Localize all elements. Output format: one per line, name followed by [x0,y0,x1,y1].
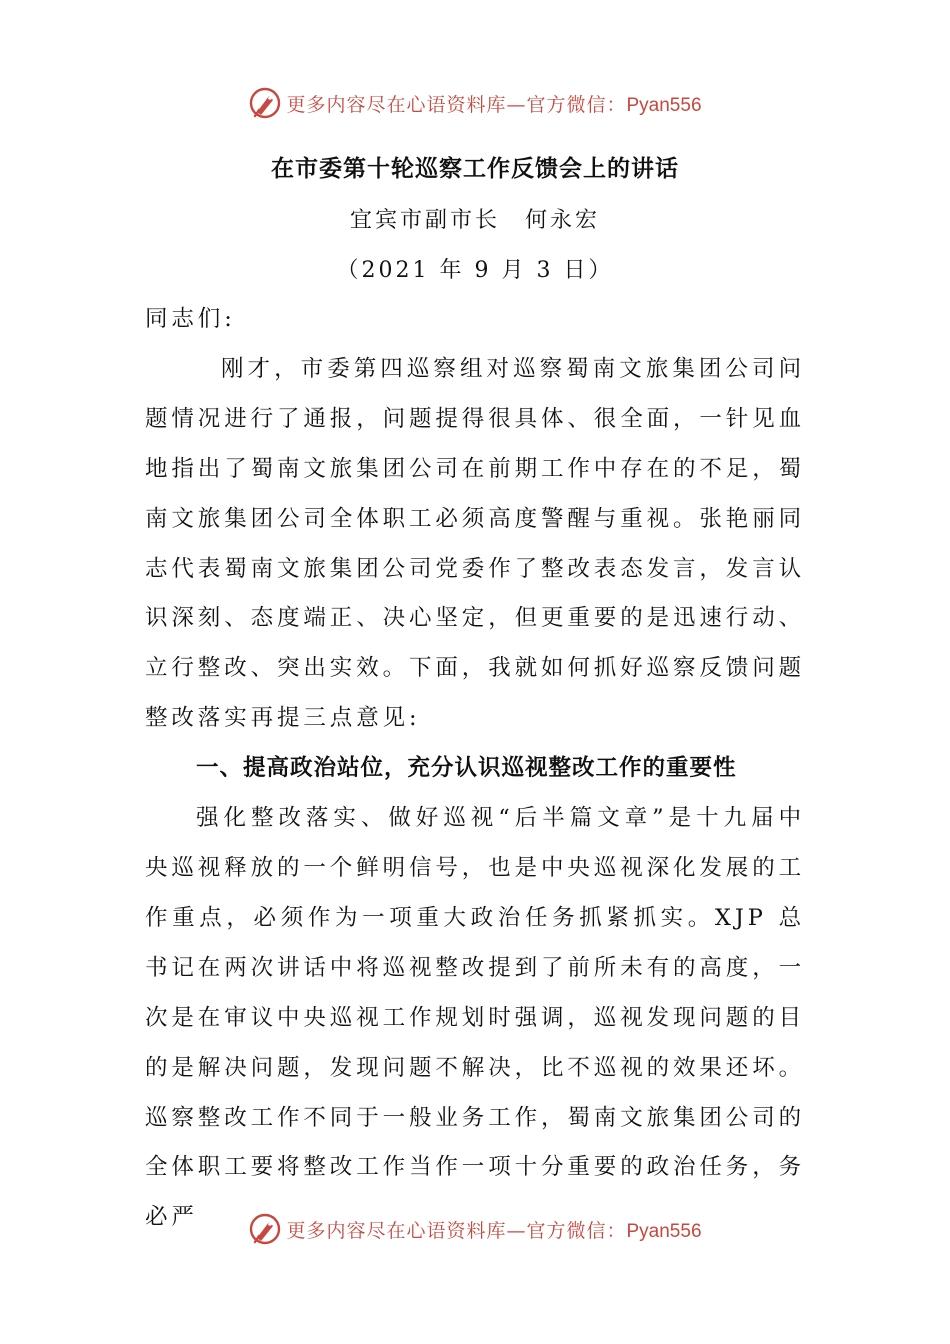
section-heading-1: 一、提高政治站位，充分认识巡视整改工作的重要性 [196,755,737,782]
pen-nib-logo-icon [248,1212,282,1246]
pen-nib-logo-icon [248,86,282,120]
watermark-text: 更多内容尽在心语资料库—官方微信：Pyan556 [286,1219,702,1242]
watermark-banner-bottom [0,1209,950,1249]
paragraph-1: 刚才，市委第四巡察组对巡察蜀南文旅集团公司问题情况进行了通报，问题提得很具体、很全面，一针见血地指出了蜀南文旅集团公司在前期工作中存在的不足，蜀南文旅集团公司全体职工必须高度警醒与重视。张艳丽同志代表蜀南文旅集团公司党委作了整改表态发言，发言认识深刻、态度端正、决心坚定，但更重要的是迅速行动、立行整改、突出实效。下面，我就如何抓好巡察反馈问题整改落实再提三点意见: [145,355,806,732]
document-date: （2021 年 9 月 3 日） [336,258,614,283]
watermark-brand: Pyan556 [626,1220,702,1242]
watermark-text: 更多内容尽在心语资料库—官方微信：Pyan556 [286,93,702,116]
salutation: 同志们: [145,306,236,332]
paragraph-2: 强化整改落实、做好巡视“后半篇文章”是十九届中央巡视释放的一个鲜明信号，也是中央巡视深化发展的工作重点，必须作为一项重大政治任务抓紧抓实。XJP 总书记在两次讲话中将巡视整改提到了前所未有的高度，一次是在审议中央巡视工作规划时强调，巡视发现问题的目的是解决问题，发现问题不解决，比不巡视的效果还坏。巡察整改工作不同于一般业务工作，蜀南文旅集团公司的全体职工要将整改工作当作一项十分重要的政治任务，务必严 [145,805,806,1231]
watermark-brand: Pyan556 [626,94,702,116]
document-title: 在市委第十轮巡察工作反馈会上的讲话 [271,155,679,182]
watermark-banner-top [0,83,950,123]
document-body [145,295,805,1243]
document-author: 宜宾市副市长 何永宏 [349,208,600,233]
